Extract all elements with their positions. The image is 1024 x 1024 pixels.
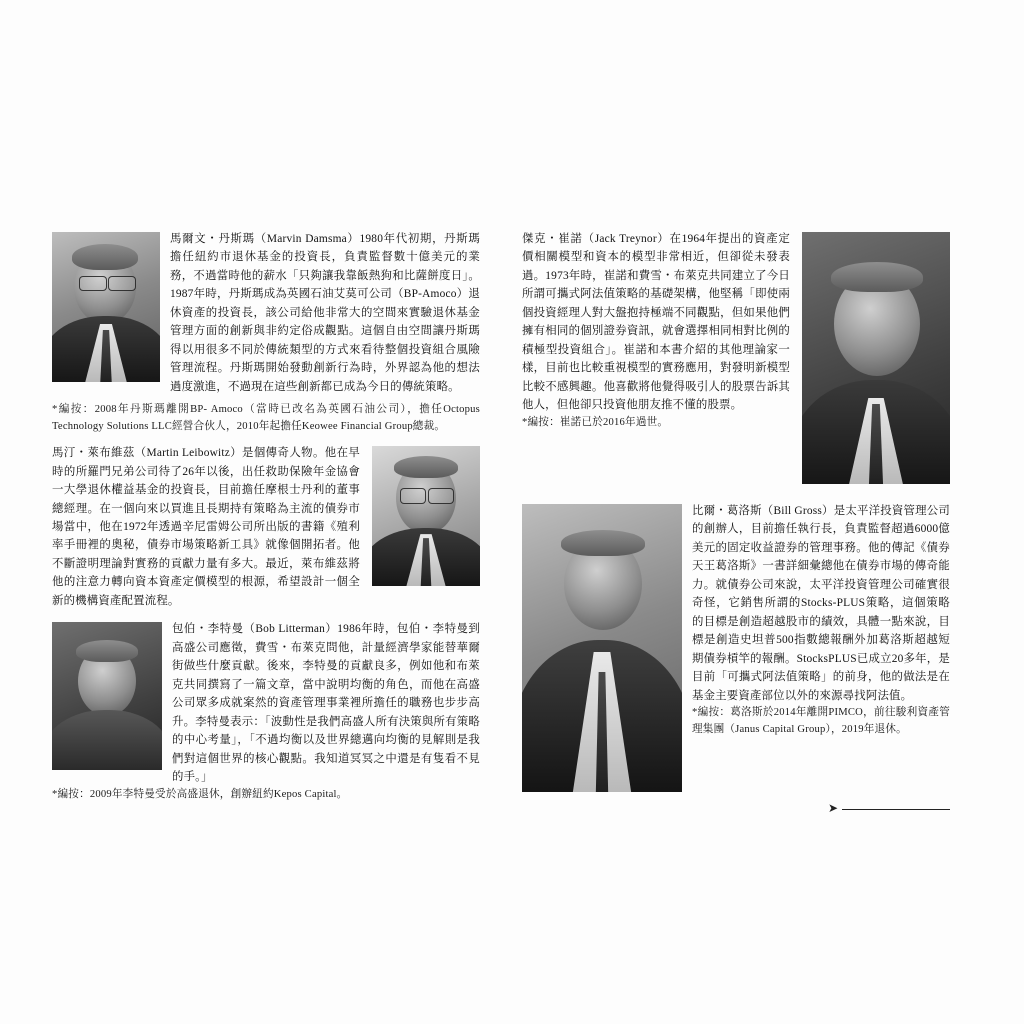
footer-rule	[842, 809, 950, 810]
editor-note: *編按：葛洛斯於2014年離開PIMCO，前往駿利資產管理集團（Janus Capital Group），2019年退休。	[692, 707, 950, 736]
entry-jack-treynor	[522, 230, 950, 488]
portrait-photo-bob-litterman	[52, 622, 162, 770]
portrait-photo-jack-treynor	[802, 232, 950, 484]
entry-body-text: 馬汀・萊布維茲（Martin Leibowitz）是個傳奇人物。他在早時的所羅門兄弟公司待了26年以後，出任救助保險年金協會一大學退休權益基金的投資長，目前擔任摩根士丹利的董事總經理。在一個向來以買進且長期持有策略為主流的債券市場當中，他在1972年透過辛尼雷姆公司所出版的書籍《殖利率手冊裡的奧秘，債券市場策略新工具》就像個開拓者。他不斷證明理論對實務的貢獻力量有多大。最近，萊布維茲將他的注意力轉向資本資產定價模型的根源，希望設計一個全新的機構資產配置流程。	[52, 447, 360, 607]
two-column-spread	[52, 230, 952, 850]
page-turn-arrow-icon: ➤	[827, 801, 838, 815]
entry-body-text: 傑克・崔諾（Jack Treynor）在1964年提出的資產定價相關模型和資本的模型非常相近，但卻從未發表過。1973年時，崔諾和費雪・布萊克共同建立了今日所謂可攜式阿法值策略的基礎架構，他堅稱「即使兩個投資經理人對大盤抱持極端不同觀點，但如果他們擁有相同的個別證券資訊，就會選擇相同相對比例的積極型投資組合」。崔諾和本書介紹的其他理論家一樣，目前也比較重視模型的實務應用，對發明新模型比較不感興趣。他喜歡將他覺得吸引人的股票告訴其他人，但他卻只投資他朋友推不懂的股票。	[522, 233, 790, 412]
editor-note: *編按：崔諾已於2016年過世。	[522, 416, 669, 428]
entry-body-text: 比爾・葛洛斯（Bill Gross）是太平洋投資管理公司的創辦人，目前擔任執行長，負責監督超過6000億美元的固定收益證券的管理事務。他的傳記《債券天王葛洛斯》一書詳細彙總他在債券市場的傳奇能力。就債券公司來說，太平洋投資管理公司確實很奇怪，它銷售所謂的Stocks-PLUS策略，這個策略的目標是創造超越股市的績效，具體一點來說，目標是創造史坦普500指數總報酬外加葛洛斯超越短期債券槓竿的報酬。StocksPLUS已成立20多年，是目前「可攜式阿法值策略」的前身，他的做法是在基金主要資產部位以外的來源尋找阿法值。	[692, 505, 950, 702]
entry-body-text: 馬爾文・丹斯瑪（Marvin Damsma）1980年代初期，丹斯瑪擔任紐約市退休基金的投資長，負責監督數十億美元的業務，不過當時他的薪水「只夠讓我靠飯熱狗和比薩餅度日」。1987年時，丹斯瑪成為英國石油艾莫可公司（BP-Amoco）退休資產的投資長，該公司給他非常大的空間來實驗退休基金管理方面的創新與非約定俗成觀點。這個自由空間讓丹斯瑪得以用很多不同於傳統類型的方式來看待整個投資組合風險管理流程。丹斯瑪開始發動創新行為時，外界認為他的想法過度激進，不過現在這些創新都已成為今日的傳統策略。	[170, 233, 480, 393]
portrait-photo-marvin-damsma	[52, 232, 160, 382]
portrait-photo-martin-leibowitz	[372, 446, 480, 586]
editor-note: *編按：2008年丹斯瑪離開BP- Amoco（當時已改名為英國石油公司），擔任Octopus Technology Solutions LLC經營合伙人，2010年起擔任Keowee Financial Group總裁。	[52, 404, 480, 433]
portrait-photo-bill-gross	[522, 504, 682, 792]
entry-martin-leibowitz	[52, 444, 480, 610]
editor-note: *編按：2009年李特曼受於高盛退休，創辦紐約Kepos Capital。	[52, 788, 348, 800]
entry-marvin-damsma	[52, 230, 480, 436]
entry-bob-litterman	[52, 620, 480, 803]
right-column	[522, 230, 950, 850]
left-column	[52, 230, 480, 850]
entry-bill-gross	[522, 502, 950, 815]
entry-body-text: 包伯・李特曼（Bob Litterman）1986年時，包伯・李特曼到高盛公司應徵，費雪・布萊克問他，計量經濟學家能替華爾街做些什麼貢獻。後來，李特曼的貢獻良多，例如他和布萊克共同撰寫了一篇文章，當中說明均衡的角色，而他在高盛公司眾多成就案然的資產管理事業裡所擔任的職務也步步高升。李特曼表示：「波動性是我們高盛人所有決策與所有策略的中心考量」，「不過均衡以及世界總邁向均衡的見解則是我們對這個世界的核心觀點。我知道冥冥之中還是有隻看不見的手。」	[172, 623, 480, 784]
